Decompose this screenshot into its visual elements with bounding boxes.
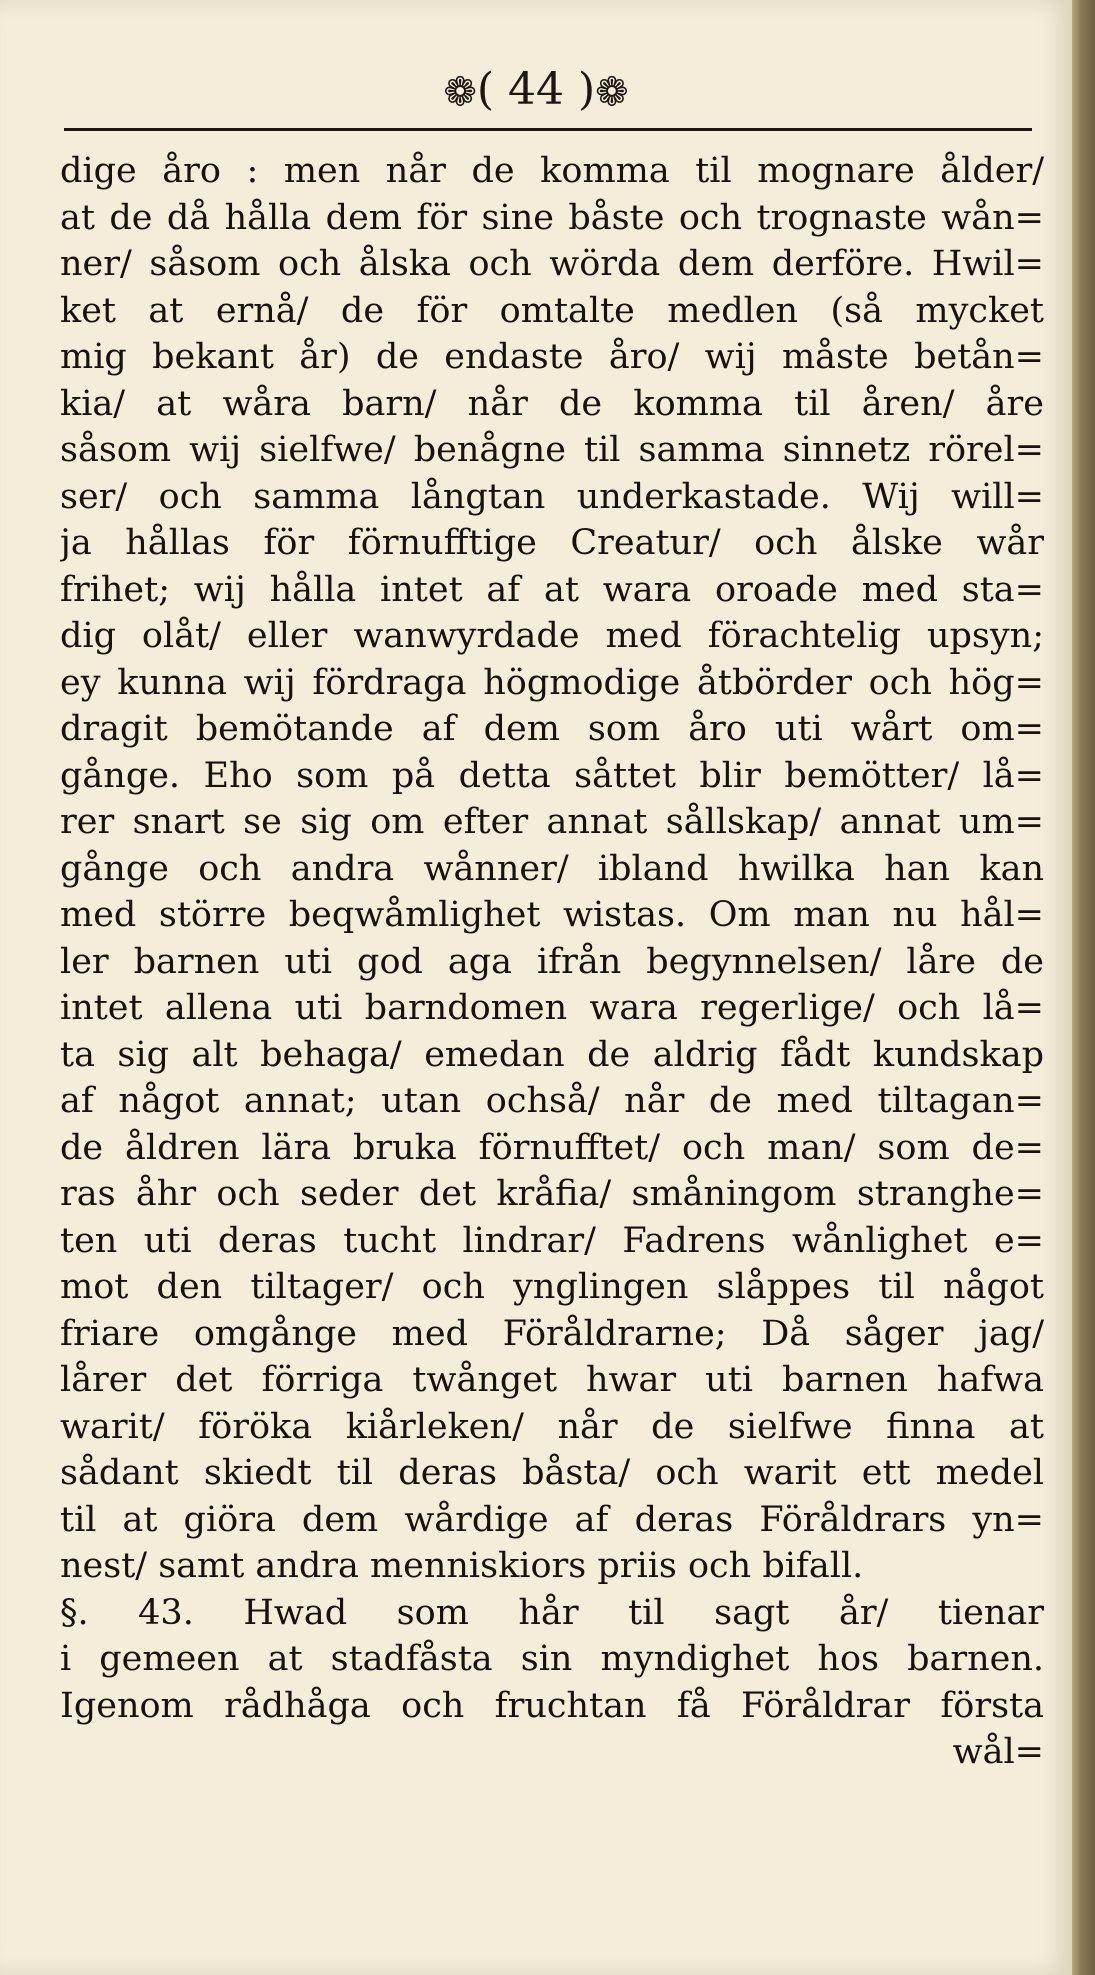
text-line: nest/ samt andra menniskiors priis och bifall. <box>60 1546 864 1586</box>
text-line: ner/ såsom och ålska och wörda dem derföre. Hwil= <box>60 244 1044 284</box>
section-heading-line: §. 43. Hwad som hår til sagt år/ tienar <box>60 1592 1044 1633</box>
ornament-right-icon: ❁ <box>595 69 629 116</box>
page-edge <box>1072 0 1095 1975</box>
text-line: rer snart se sig om efter annat sållskap/ annat um= <box>60 802 1044 842</box>
text-line: frihet; wij hålla intet af at wara oroade med sta= <box>60 569 1044 610</box>
text-line: ras åhr och seder det kråfia/ småningom stranghe= <box>60 1174 1044 1214</box>
text-line: kia/ at wåra barn/ når de komma til åren/ åre <box>60 383 1044 424</box>
text-line: mig bekant år) de endaste åro/ wij måste betån= <box>60 337 1044 377</box>
text-line: gånge och andra wånner/ ibland hwilka han kan <box>60 848 1044 889</box>
text-line: ey kunna wij fördraga högmodige åtbörder och hög= <box>60 662 1044 703</box>
text-line: ta sig alt behaga/ emedan de aldrig fådt kundskap <box>60 1034 1044 1075</box>
text-line: i gemeen at stadfåsta sin myndighet hos barnen. <box>60 1639 1044 1679</box>
text-line: ten uti deras tucht lindrar/ Fadrens wånlighet e= <box>60 1220 1044 1261</box>
page-number: ( 44 ) <box>476 64 596 115</box>
text-line: mot den tiltager/ och ynglingen slåppes til något <box>60 1267 1044 1307</box>
body-text <box>60 148 1044 1776</box>
text-line: friare omgånge med Föråldrarne; Då såger jag/ <box>60 1313 1044 1354</box>
text-line: Igenom rådhåga och fruchtan få Föråldrar första <box>60 1685 1044 1726</box>
text-line: sådant skiedt til deras båsta/ och warit ett medel <box>60 1453 1044 1493</box>
text-line: såsom wij sielfwe/ benågne til samma sinnetz rörel= <box>60 430 1044 470</box>
text-line: intet allena uti barndomen wara regerlige/ och lå= <box>60 988 1044 1028</box>
text-line: de åldren lära bruka förnufftet/ och man/ som de= <box>60 1127 1044 1168</box>
header-rule <box>64 128 1032 131</box>
text-line: ser/ och samma långtan underkastade. Wij will= <box>60 476 1044 517</box>
text-line: dige åro : men når de komma til mognare ålder/ <box>60 151 1044 191</box>
text-line: dragit bemötande af dem som åro uti wårt om= <box>60 709 1044 749</box>
text-line: med större beqwåmlighet wistas. Om man nu hål= <box>60 895 1044 935</box>
text-line: warit/ föröka kiårleken/ når de sielfwe finna at <box>60 1406 1044 1447</box>
text-line: ja hållas för förnufftige Creatur/ och ålske wår <box>60 523 1044 563</box>
text-line: ler barnen uti god aga ifrån begynnelsen/ låre de <box>60 941 1044 982</box>
text-line: af något annat; utan ochså/ når de med tiltagan= <box>60 1081 1044 1121</box>
page-header <box>0 62 1072 121</box>
text-line: til at giöra dem wårdige af deras Föråldrars yn= <box>60 1499 1044 1540</box>
text-line: gånge. Eho som på detta såttet blir bemötter/ lå= <box>60 755 1044 796</box>
ornament-left-icon: ❁ <box>443 69 477 116</box>
text-line: ket at ernå/ de för omtalte medlen (så mycket <box>60 290 1044 331</box>
catchword: wål= <box>952 1732 1044 1772</box>
text-line: lårer det förriga twånget hwar uti barnen hafwa <box>60 1360 1044 1400</box>
text-line: at de då hålla dem för sine båste och trognaste wån= <box>60 197 1044 238</box>
text-line: dig olåt/ eller wanwyrdade med förachtelig upsyn; <box>60 616 1044 656</box>
